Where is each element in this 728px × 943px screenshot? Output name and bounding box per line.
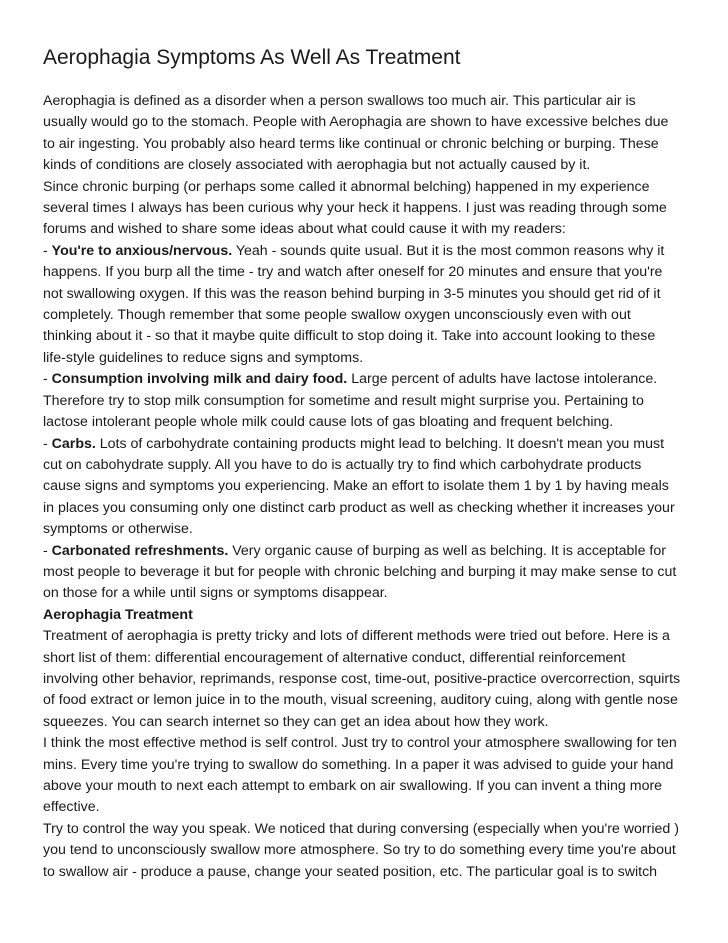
text-line: you tend to unconsciously swallow more atmosphere. So try to do something every time you're about xyxy=(43,842,676,859)
list-item-first-line xyxy=(43,369,693,390)
text-line: to swallow air - produce a pause, change your seated position, etc. The particular goal is to switch xyxy=(43,863,658,880)
text-line: usually would go to the stomach. People with Aerophagia are shown to have excessive belches due xyxy=(43,114,669,131)
list-item-heading: Consumption involving milk and dairy food. xyxy=(51,371,348,388)
text-line: mins. Every time you're trying to swallow do something. In a paper it was advised to guide your hand xyxy=(43,756,674,773)
text-line: Try to control the way you speak. We noticed that during conversing (especially when you're worried ) xyxy=(43,820,679,837)
list-item-first-line xyxy=(43,434,693,455)
text-line: Since chronic burping (or perhaps some called it abnormal belching) happened in my experience xyxy=(43,178,650,195)
list-dash: - xyxy=(43,435,52,452)
text-line: thinking about it - so that it maybe quite difficult to stop doing it. Take into account looking to these xyxy=(43,328,656,345)
text-line: I think the most effective method is self control. Just try to control your atmosphere swallowing for ten xyxy=(43,735,677,752)
text-line: Therefore try to stop milk consumption for sometime and result might surprise you. Pertaining to xyxy=(43,392,644,409)
text-line: squeezes. You can search internet so they can get an idea about how they work. xyxy=(43,713,549,730)
text-line: in places you consuming only one distinct carb product as well as checking whether it increases your xyxy=(43,499,675,516)
text-line: effective. xyxy=(43,799,100,816)
text-line: forums and wished to share some ideas about what could cause it with my readers: xyxy=(43,221,566,238)
list-item-text: Lots of carbohydrate containing products might lead to belching. It doesn't mean you must xyxy=(95,435,665,452)
text-line: most people to beverage it but for people with chronic belching and burping it may make sense to cut xyxy=(43,563,677,580)
list-item-text: Large percent of adults have lactose intolerance. xyxy=(347,371,658,388)
text-line: lactose intolerant people whole milk could cause lots of gas bloating and frequent belching. xyxy=(43,414,614,431)
text-line: Treatment of aerophagia is pretty tricky and lots of different methods were tried out before. Here is a xyxy=(43,628,670,645)
text-line: on those for a while until signs or symptoms disappear. xyxy=(43,585,388,602)
text-line: cause signs and symptoms you experiencing. Make an effort to isolate them 1 by 1 by having meals xyxy=(43,478,669,495)
text-line: to air ingesting. You probably also heard terms like continual or chronic belching or burping. These xyxy=(43,135,659,152)
page-title: Aerophagia Symptoms As Well As Treatment xyxy=(43,46,461,69)
text-line: kinds of conditions are closely associated with aerophagia but not actually caused by it. xyxy=(43,157,591,174)
list-dash: - xyxy=(43,242,52,259)
list-item-heading: You're to anxious/nervous. xyxy=(51,242,233,259)
list-item-text: Yeah - sounds quite usual. But it is the most common reasons why it xyxy=(232,242,665,259)
text-line: completely. Though remember that some people swallow oxygen unconsciously even with out xyxy=(43,307,631,324)
list-item-heading: Carbs. xyxy=(51,435,96,452)
text-line: symptoms or otherwise. xyxy=(43,521,193,538)
text-line: several times I always has been curious why your heck it happens. I just was reading through some xyxy=(43,200,667,217)
text-line: cut on cabohydrate supply. All you have to do is actually try to find which carbohydrate products xyxy=(43,456,642,473)
text-line: Aerophagia is defined as a disorder when a person swallows too much air. This particular air is xyxy=(43,93,636,109)
list-dash: - xyxy=(43,542,52,559)
text-line: of food extract or lemon juice in to the mouth, visual screening, auditory cuing, along with gentle nose xyxy=(43,692,678,709)
section-heading: Aerophagia Treatment xyxy=(43,606,193,623)
text-line: life-style guidelines to reduce signs and symptoms. xyxy=(43,349,364,366)
article-body xyxy=(43,91,693,883)
text-line: involving other behavior, reprimands, response cost, time-out, positive-practice overcorrection, squirts xyxy=(43,670,681,687)
text-line: not swallowing oxygen. If this was the reason behind burping in 3-5 minutes you should get rid of it xyxy=(43,285,661,302)
text-line: happens. If you burp all the time - try and watch after oneself for 20 minutes and ensure that you're xyxy=(43,264,663,281)
text-line: above your mouth to next each attempt to embark on air swallowing. If you can invent a thing more xyxy=(43,778,663,794)
list-item-first-line xyxy=(43,241,693,262)
list-item-heading: Carbonated refreshments. xyxy=(51,542,229,559)
list-item-text: Very organic cause of burping as well as belching. It is acceptable for xyxy=(228,542,666,559)
list-dash: - xyxy=(43,371,52,388)
text-line: short list of them: differential encouragement of alternative conduct, differential reinforcement xyxy=(43,649,626,666)
list-item-first-line xyxy=(43,541,693,562)
